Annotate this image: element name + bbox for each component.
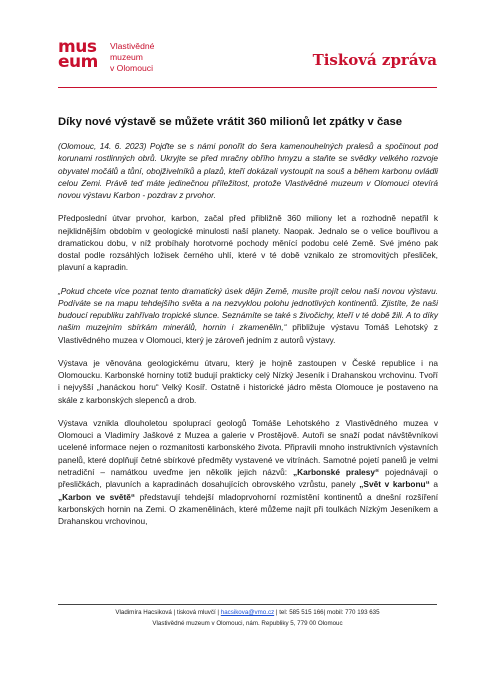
quote-text: „Pokud chcete více poznat tento dramatický úsek dějin Země, musíte projít celou naši novou výstavu. Podíváte se na mapu tehdejšího světa a na nezvyklou polohu jednotlivých kontinentů. Zjistíte, že naši budoucí republiku zahřívalo tropické slunce. Seznámíte se také s živočichy, kteří v té době žili. A to díky našim muzejním sbírkám minerálů, hornin i zkamenělin,“ — [58, 285, 438, 333]
panel-name-svet-v-karbonu: „Svět v karbonu“ — [359, 479, 430, 490]
museum-logo — [58, 37, 218, 88]
quote-attribution: přibližuje výstavu Tomáš Lehotský z Vlastivědného muzea v Olomouci, který je zároveň jedním z autorů výstavy. — [58, 322, 439, 345]
logo-mark — [58, 37, 98, 72]
lead-paragraph: (Olomouc, 14. 6. 2023) Pojďte se s námi ponořit do šera kamenouhelných pralesů a spočinout pod korunami rostlinných obrů. Ukryjte se před mračny obřího hmyzu a staňte se svědky velkého rozvoje obyvatel močálů a tůní, obojživelníků a plazů, kteří dokázali vystoupit na souš a během karbonu ovládli celou Zemi. Právě teď máte jedinečnou příležitost, protože Vlastivědné muzeum v Olomouci otevírá novou výstavu Karbon - pozdrav z prvohor. — [58, 141, 438, 201]
body-paragraph-4 — [58, 417, 438, 528]
footer — [58, 608, 437, 629]
logo-text-line1: Vlastivědné — [110, 41, 155, 51]
quote-paragraph — [58, 285, 438, 346]
panel-name-karbon-ve-svete: „Karbon ve světě“ — [58, 491, 136, 502]
footer-contact-name: Vladimíra Hacsiková | tisková mluvčí | — [115, 609, 221, 616]
p4-part2: pojednávají o přesličkách, plavuních a kapradinách dosahujících obrovského vzrůstu, panely — [58, 467, 439, 490]
logo-text-line3: v Olomouci — [110, 63, 153, 73]
press-release-label: Tisková zpráva — [312, 51, 437, 69]
p4-part4: představují tehdejší mladoprvohorní rozmístění kontinentů a dnešní rozšíření karbonských hornin na Zemi. O zkamenělinách, které můžeme najít při toulkách Nízkým Jeseníkem a Drahanskou vrchovinou, — [58, 491, 438, 527]
footer-email-link[interactable]: hacsikova@vmo.cz — [220, 609, 275, 616]
p4-part1: Výstava vznikla dlouholetou spoluprací geologů Tomáše Lehotského z Vlastivědného muzea v Olomouci a Vladimíry Jaškové z Muzea a galerie v Prostějově. Autoři se snaží podat návštěvníkovi ucelené informace nejen o rozmanitosti karbonského života. Připravili mnoho instruktivních výstavních panelů, které doplňují četné sbírkové předměty vystavené ve vitrínách. Samotné pojetí panelů je velmi netradiční – namátkou uveďme jen několik jejich názvů: — [58, 417, 438, 478]
logo-mark-line1: mus — [58, 37, 97, 57]
page-title: Díky nové výstavě se můžete vrátit 360 milionů let zpátky v čase — [58, 116, 403, 128]
logo-mark-line2: eum — [58, 52, 98, 72]
body-paragraph-1: Předposlední útvar prvohor, karbon, začal před přibližně 360 miliony let a rozhodně nepatřil k nejklidnějším obdobím v geologické minulosti naší planety. Naopak. Jednalo se o velice bouřlivou a dramatickou dobu, v níž probíhaly horotvorné pochody měnící podobu celé Země. Své jméno pak dostal podle rozsáhlých ložisek černého uhlí, které v té době vznikalo ze stromovitých přesliček, plavuní a kapradin. — [58, 213, 438, 273]
panel-name-karbonske-pralesy: „Karbonské pralesy“ — [292, 467, 380, 478]
logo-text-line2: muzeum — [110, 52, 143, 62]
p4-part3: a — [429, 479, 439, 490]
footer-phone: | tel: 585 515 166| mobil: 770 193 635 — [274, 609, 380, 616]
logo-museum-name — [110, 41, 154, 74]
footer-address: Vlastivědné muzeum v Olomouci, nám. Republiky 5, 779 00 Olomouc — [152, 619, 343, 627]
article-body — [58, 140, 438, 538]
body-paragraph-3: Výstava je věnována geologickému útvaru, který je hojně zastoupen v České republice i na Olomoucku. Karbonské horniny totiž budují prakticky celý Nízký Jeseník i Drahanskou vrchovinu. Tvoří i nejvyšší „hanáckou horu“ Velký Kosíř. Ostatně i historické jádro města Olomouce je postaveno na skále z karbonských slepenců a drob. — [58, 357, 438, 405]
header-divider — [58, 87, 437, 88]
footer-contact-line — [58, 608, 437, 619]
footer-divider — [58, 604, 437, 605]
